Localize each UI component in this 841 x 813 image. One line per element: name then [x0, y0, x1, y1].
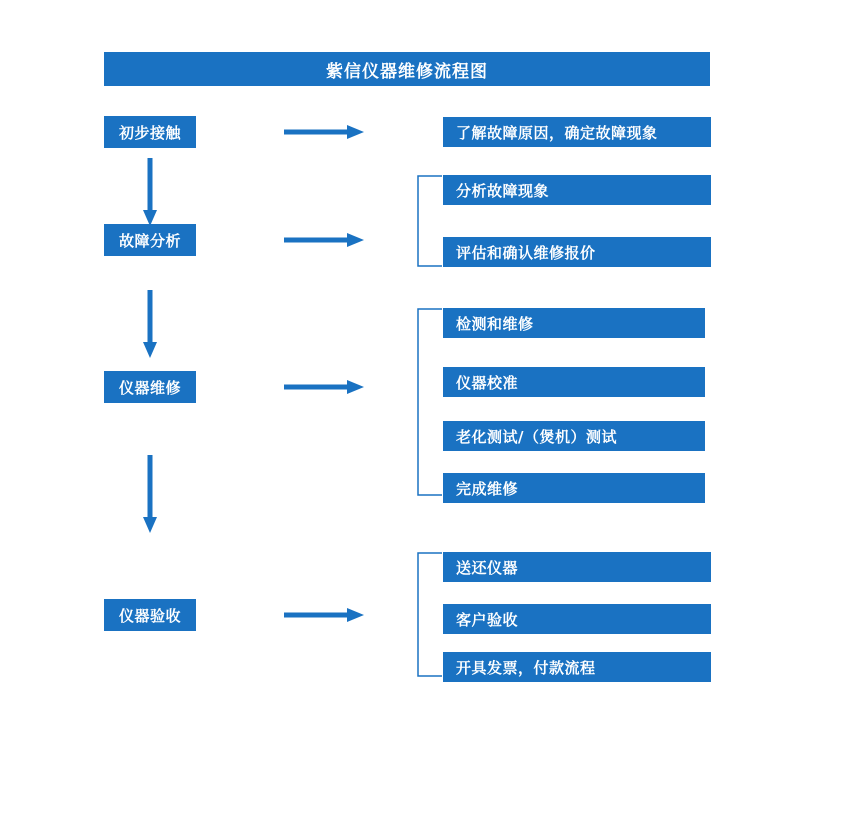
right-arrow-icon-3	[284, 378, 366, 396]
page-title: 紫信仪器维修流程图	[104, 52, 710, 86]
task-box-3-4[interactable]: 完成维修	[443, 473, 705, 503]
task-bracket-4	[416, 552, 442, 677]
task-box-2-2[interactable]: 评估和确认维修报价	[443, 237, 711, 267]
task-box-4-2[interactable]: 客户验收	[443, 604, 711, 634]
right-arrow-icon-2	[284, 231, 366, 249]
task-bracket-2	[416, 175, 442, 267]
task-box-3-1[interactable]: 检测和维修	[443, 308, 705, 338]
task-bracket-3	[416, 308, 442, 496]
down-arrow-icon-1	[141, 158, 159, 226]
stage-box-3[interactable]: 仪器维修	[104, 371, 196, 403]
task-box-3-2[interactable]: 仪器校准	[443, 367, 705, 397]
task-box-1-1[interactable]: 了解故障原因，确定故障现象	[443, 117, 711, 147]
stage-box-2[interactable]: 故障分析	[104, 224, 196, 256]
right-arrow-icon-1	[284, 123, 366, 141]
task-box-3-3[interactable]: 老化测试/（煲机）测试	[443, 421, 705, 451]
stage-box-1[interactable]: 初步接触	[104, 116, 196, 148]
stage-box-4[interactable]: 仪器验收	[104, 599, 196, 631]
task-box-2-1[interactable]: 分析故障现象	[443, 175, 711, 205]
task-box-4-1[interactable]: 送还仪器	[443, 552, 711, 582]
down-arrow-icon-2	[141, 290, 159, 358]
down-arrow-icon-3	[141, 455, 159, 533]
task-box-4-3[interactable]: 开具发票，付款流程	[443, 652, 711, 682]
right-arrow-icon-4	[284, 606, 366, 624]
